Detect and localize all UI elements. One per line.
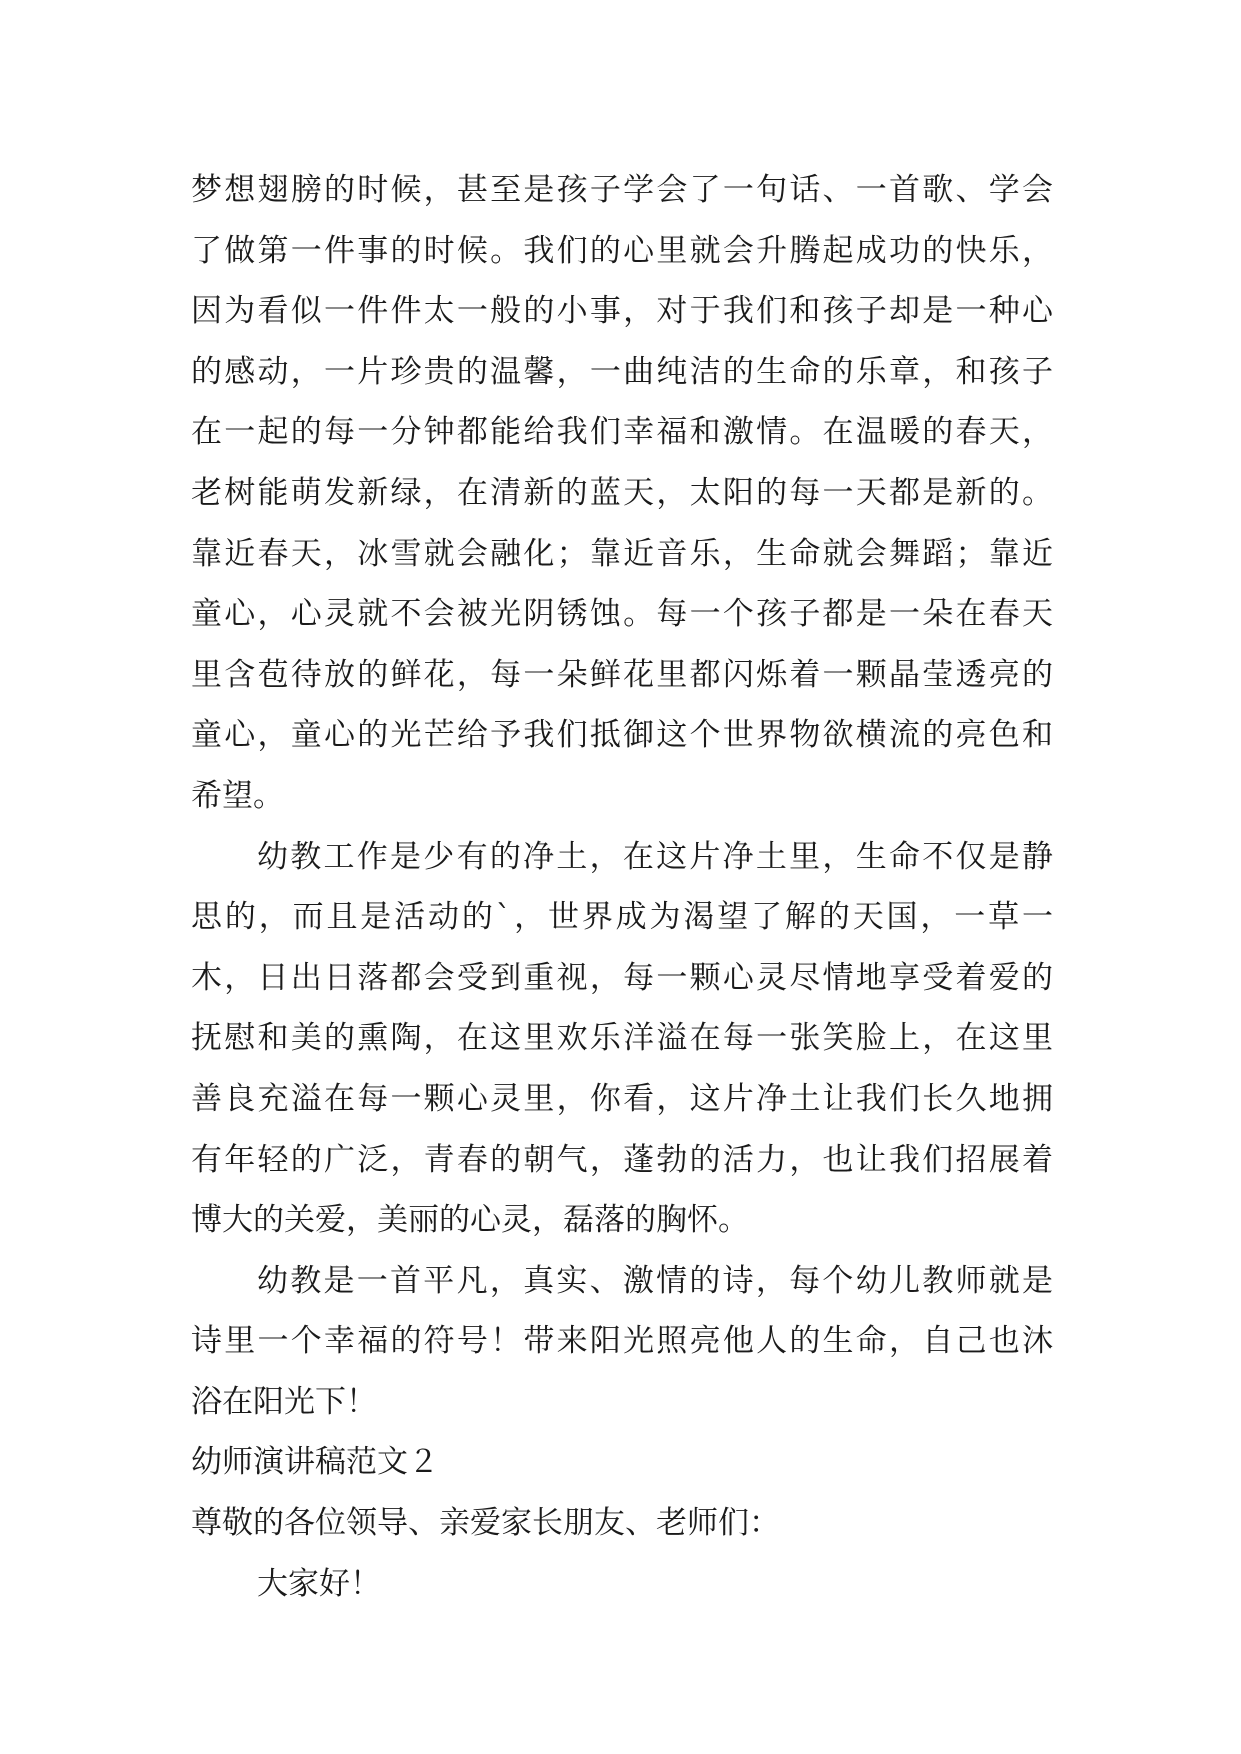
text-line: 老树能萌发新绿，在清新的蓝天，太阳的每一天都是新的。 — [191, 474, 1053, 511]
text-line: 在一起的每一分钟都能给我们幸福和激情。在温暖的春天， — [191, 414, 1053, 451]
text-line: 童心，童心的光芒给予我们抵御这个世界物欲横流的亮色和 — [191, 717, 1053, 754]
text-line: 善良充溢在每一颗心灵里，你看，这片净土让我们长久地拥 — [191, 1080, 1053, 1117]
text-line: 浴在阳光下！ — [191, 1383, 377, 1420]
paragraph-first-line: 幼教工作是少有的净土，在这片净土里，生命不仅是静 — [257, 838, 1053, 875]
text-line: 抚慰和美的熏陶，在这里欢乐洋溢在每一张笑脸上，在这里 — [191, 1020, 1053, 1057]
text-line: 里含苞待放的鲜花，每一朵鲜花里都闪烁着一颗晶莹透亮的 — [191, 656, 1053, 693]
text-line: 了做第一件事的时候。我们的心里就会升腾起成功的快乐， — [191, 232, 1053, 269]
text-line: 因为看似一件件太一般的小事，对于我们和孩子却是一种心 — [191, 293, 1053, 330]
text-line: 靠近春天，冰雪就会融化；靠近音乐，生命就会舞蹈；靠近 — [191, 535, 1053, 572]
greeting-line: 大家好！ — [257, 1565, 381, 1602]
text-line: 诗里一个幸福的符号！带来阳光照亮他人的生命，自己也沐 — [191, 1323, 1053, 1360]
text-line: 博大的关爱，美丽的心灵，磊落的胸怀。 — [191, 1202, 749, 1239]
salutation-line: 尊敬的各位领导、亲爱家长朋友、老师们： — [191, 1505, 780, 1542]
text-line: 的感动，一片珍贵的温馨，一曲纯洁的生命的乐章，和孩子 — [191, 353, 1053, 390]
text-line: 童心，心灵就不会被光阴锈蚀。每一个孩子都是一朵在春天 — [191, 596, 1053, 633]
section-heading: 幼师演讲稿范文２ — [191, 1444, 439, 1481]
text-line: 梦想翅膀的时候，甚至是孩子学会了一句话、一首歌、学会 — [191, 172, 1053, 208]
text-line: 木，日出日落都会受到重视，每一颗心灵尽情地享受着爱的 — [191, 959, 1053, 996]
paragraph-first-line: 幼教是一首平凡，真实、激情的诗，每个幼儿教师就是 — [257, 1262, 1053, 1299]
text-line: 希望。 — [191, 777, 284, 814]
text-line: 思的，而且是活动的`，世界成为渴望了解的天国，一草一 — [191, 899, 1053, 936]
text-line: 有年轻的广泛，青春的朝气，蓬勃的活力，也让我们招展着 — [191, 1141, 1053, 1178]
document-body — [191, 160, 1053, 1614]
